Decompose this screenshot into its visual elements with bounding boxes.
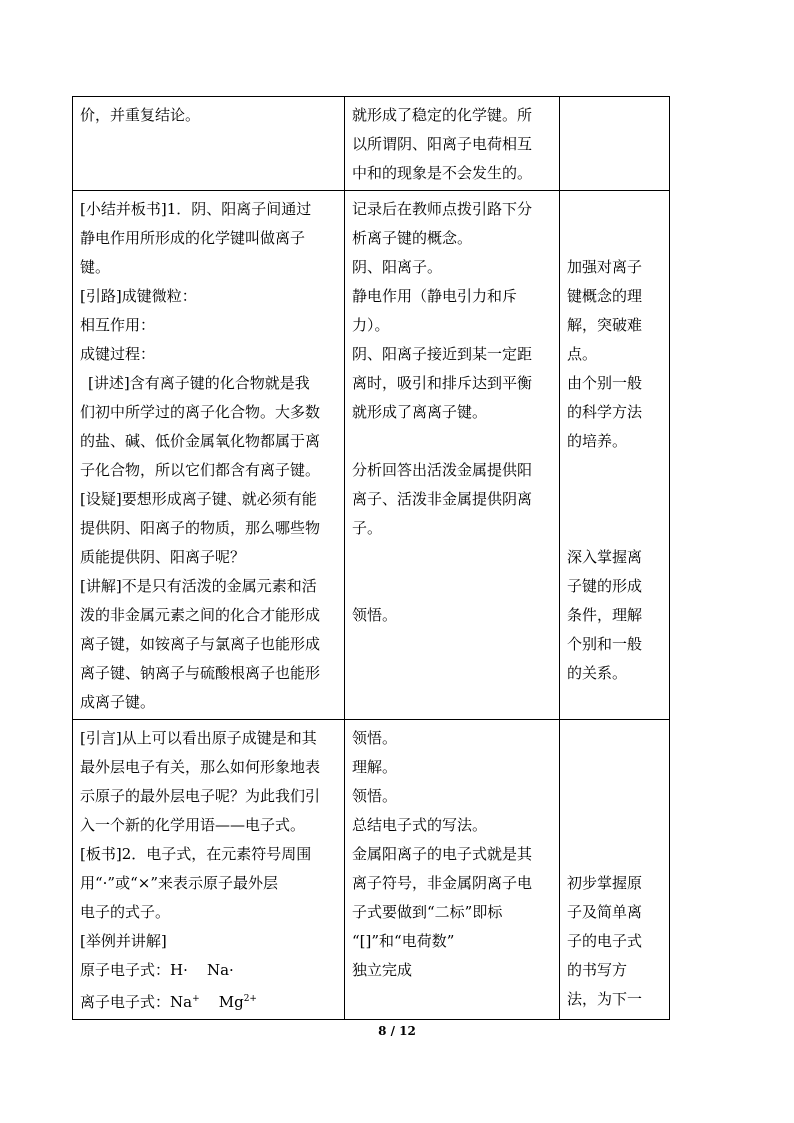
text-line: 子式要做到“二标”即标	[352, 903, 503, 921]
student-activity-cell	[345, 191, 560, 720]
text-line: [讲解]不是只有活泼的金属元素和活	[80, 577, 317, 595]
text-line: 记录后在教师点拨引路下分	[352, 200, 533, 218]
text-line	[567, 456, 663, 485]
table-row	[73, 720, 670, 1020]
text-line: [讲述]含有离子键的化合物就是我	[88, 374, 310, 392]
text-line: 条件，理解	[567, 606, 643, 624]
text-line	[567, 485, 663, 514]
text-line: 的关系。	[567, 664, 628, 682]
text-line: 示原子的最外层电子呢？为此我们引	[80, 787, 321, 805]
text-line: 用“·”或“×”来表示原子最外层	[80, 874, 279, 892]
text-line: 金属阳离子的电子式就是其	[352, 845, 533, 863]
text-line: 相互作用：	[80, 316, 156, 334]
text-line: 们初中所学过的离子化合物。大多数	[80, 403, 321, 421]
text-line: 离子符号，非金属阴离子电	[352, 874, 533, 892]
teacher-activity-cell	[73, 720, 345, 1020]
text-line	[567, 195, 663, 224]
text-line: 就形成了稳定的化学键。所	[352, 106, 533, 124]
ion-formula-label: 离子电子式：	[80, 993, 171, 1011]
atom-electron-formula	[80, 956, 338, 985]
text-line: 点。	[567, 345, 598, 363]
text-line: 阴、阳离子接近到某一定距	[352, 345, 533, 363]
text-line	[567, 753, 663, 782]
teacher-activity-cell	[73, 191, 345, 720]
text-line: 离子键，如铵离子与氯离子也能形成	[80, 635, 321, 653]
formula-na-ion: Na+	[170, 993, 200, 1011]
text-line: 子键的形成	[567, 577, 643, 595]
text-line: 领悟。	[352, 787, 398, 805]
text-line: [引路]成键微粒：	[80, 287, 197, 305]
table-row	[73, 97, 670, 191]
formula-h: H·	[170, 961, 188, 979]
student-activity-cell	[345, 720, 560, 1020]
text-line	[567, 782, 663, 811]
design-intent-cell	[560, 720, 670, 1020]
text-line: 键。	[80, 258, 111, 276]
page-number: 8 / 12	[378, 1024, 416, 1038]
teacher-activity-cell	[73, 97, 345, 191]
text-line: 法，为下一	[567, 990, 643, 1008]
text-line: 子化合物，所以它们都含有离子键。	[80, 461, 321, 479]
text-line: 质能提供阴、阳离子呢？	[80, 548, 246, 566]
text-line: 离时，吸引和排斥达到平衡	[352, 374, 533, 392]
text-line: 提供阴、阳离子的物质，那么哪些物	[80, 519, 321, 537]
table-row	[73, 191, 670, 720]
design-intent-cell	[560, 191, 670, 720]
text-line: “[]”和“电荷数”	[352, 932, 455, 950]
text-line: 静电作用所形成的化学键叫做离子	[80, 229, 306, 247]
text-line: 解，突破难	[567, 316, 643, 334]
text-line: 价，并重复结论。	[80, 106, 201, 124]
text-line	[567, 224, 663, 253]
text-line	[352, 543, 553, 572]
text-line: 分析回答出活泼金属提供阳	[352, 461, 533, 479]
text-line: 成离子键。	[80, 693, 156, 711]
text-line: 的培养。	[567, 432, 628, 450]
text-line: [小结并板书]1．阴、阳离子间通过	[80, 200, 312, 218]
design-intent-cell	[560, 97, 670, 191]
text-line: 子。	[352, 519, 383, 537]
text-line	[352, 572, 553, 601]
text-line: 离子、活泼非金属提供阴离	[352, 490, 533, 508]
text-line: 子的电子式	[567, 932, 643, 950]
student-activity-cell	[345, 97, 560, 191]
text-line: 就形成了离离子键。	[352, 403, 488, 421]
text-line: 由个别一般	[567, 374, 643, 392]
text-line: [引言]从上可以看出原子成键是和其	[80, 729, 317, 747]
text-line: 理解。	[352, 758, 398, 776]
text-line: 离子键、钠离子与硫酸根离子也能形	[80, 664, 321, 682]
text-line: 独立完成	[352, 961, 413, 979]
text-line: 的科学方法	[567, 403, 643, 421]
lesson-plan-table	[72, 96, 670, 1020]
atom-formula-label: 原子电子式：	[80, 961, 171, 979]
text-line: 领悟。	[352, 729, 398, 747]
text-line: 初步掌握原	[567, 874, 643, 892]
text-line: 深入掌握离	[567, 548, 643, 566]
text-line: [举例并讲解]	[80, 932, 167, 950]
text-line: 静电作用（静电引力和斥	[352, 287, 518, 305]
text-line: 成键过程：	[80, 345, 156, 363]
text-line: 子及简单离	[567, 903, 643, 921]
formula-mg-ion: $Mg^{2+}$	[218, 993, 257, 1011]
text-line: 析离子键的概念。	[352, 229, 473, 247]
text-line: 个别和一般	[567, 635, 643, 653]
text-line: 领悟。	[352, 606, 398, 624]
ion-electron-formula	[80, 985, 338, 1017]
text-line	[567, 514, 663, 543]
text-line: 键概念的理	[567, 287, 643, 305]
text-line: 力）。	[352, 316, 390, 334]
text-line	[567, 840, 663, 869]
text-line: [设疑]要想形成离子键、就必须有能	[80, 490, 317, 508]
text-line: 以所谓阴、阳离子电荷相互	[352, 135, 533, 153]
text-line: 入一个新的化学用语——电子式。	[80, 816, 306, 834]
text-line: 最外层电子有关，那么如何形象地表	[80, 758, 321, 776]
text-line: 的书写方	[567, 961, 628, 979]
text-line: 电子的式子。	[80, 903, 171, 921]
teacher-text-block	[80, 724, 338, 956]
formula-na: Na·	[206, 961, 234, 979]
text-line	[567, 724, 663, 753]
text-line	[352, 427, 553, 456]
text-line: 阴、阳离子。	[352, 258, 443, 276]
text-line: 泼的非金属元素之间的化合才能形成	[80, 606, 321, 624]
text-line: 的盐、碱、低价金属氧化物都属于离	[80, 432, 321, 450]
text-line: 加强对离子	[567, 258, 643, 276]
text-line	[567, 811, 663, 840]
text-line: 中和的现象是不会发生的。	[352, 164, 533, 182]
text-line: [板书]2．电子式，在元素符号周围	[80, 845, 312, 863]
text-line: 总结电子式的写法。	[352, 816, 488, 834]
